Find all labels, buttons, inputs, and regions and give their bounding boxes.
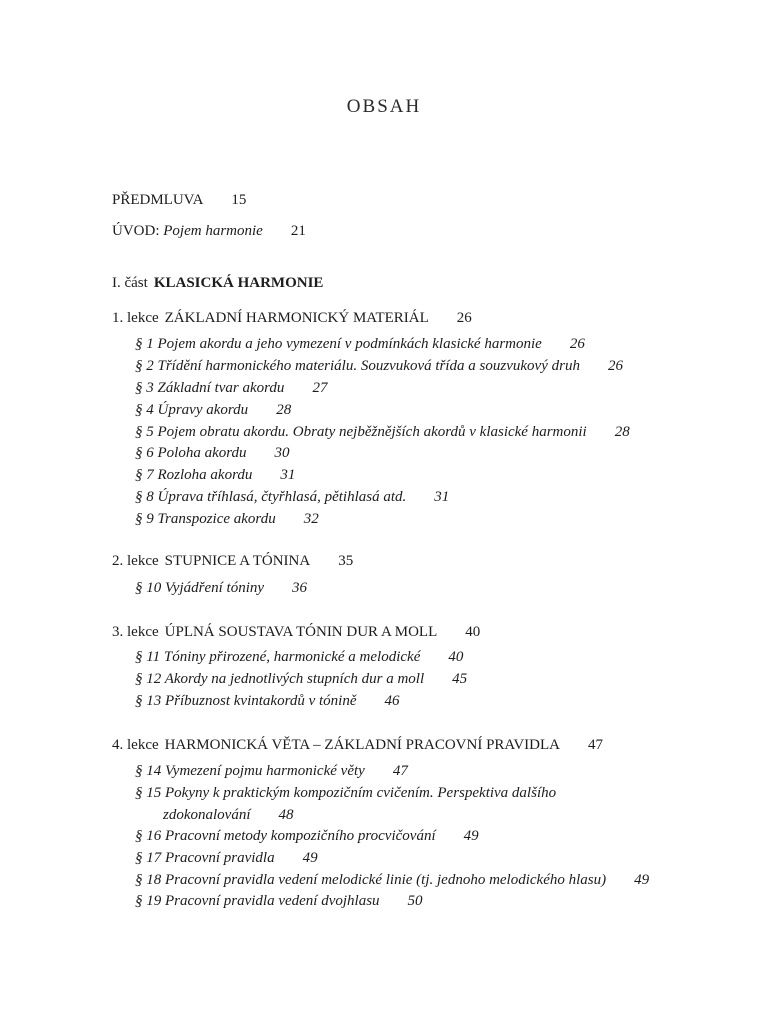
toc-section: § 8 Úprava tříhlasá, čtyřhlasá, pětihlasá atd. 31 [135,489,450,505]
toc-section-continuation: zdokonalování 48 [163,807,294,823]
lesson-label: 4. lekce [112,737,159,753]
lesson-heading [112,623,480,641]
page-title: OBSAH [346,96,422,117]
page-number: 40 [465,624,481,640]
entry-label: PŘEDMLUVA [112,192,204,208]
toc-section: § 16 Pracovní metody kompozičního procvičování 49 [135,828,479,844]
page-number: 45 [452,671,468,687]
toc-entry-uvod [112,222,306,240]
entry-subtitle: Pojem harmonie [163,223,263,239]
lesson-label: 3. lekce [112,624,159,640]
page-number: 27 [312,380,328,396]
toc-section: § 19 Pracovní pravidla vedení dvojhlasu 50 [135,893,423,909]
toc-section: § 3 Základní tvar akordu 27 [135,380,328,396]
page-number: 35 [338,553,354,569]
toc-section: § 17 Pracovní pravidla 49 [135,850,318,866]
lesson-label: 1. lekce [112,310,159,326]
page-number: 26 [456,310,472,326]
part-label: I. část [112,275,148,291]
toc-section: § 1 Pojem akordu a jeho vymezení v podmínkách klasické harmonie 26 [135,336,585,352]
lesson-label: 2. lekce [112,553,159,569]
page-number: 50 [407,893,423,909]
page-number: 46 [384,693,400,709]
toc-section: § 5 Pojem obratu akordu. Obraty nejběžnějších akordů v klasické harmonii 28 [135,424,630,440]
entry-label: ÚVOD: [112,223,160,239]
page-number: 31 [434,489,450,505]
lesson-title: ZÁKLADNÍ HARMONICKÝ MATERIÁL [164,310,429,326]
page-number: 15 [231,192,247,208]
toc-entry-predmluva [112,191,246,209]
page-number: 21 [290,223,306,239]
toc-section: § 7 Rozloha akordu 31 [135,467,296,483]
toc-section: § 9 Transpozice akordu 32 [135,511,319,527]
lesson-heading [112,552,353,570]
lesson-title: ÚPLNÁ SOUSTAVA TÓNIN DUR A MOLL [164,624,438,640]
page-number: 36 [292,580,308,596]
toc-section: § 14 Vymezení pojmu harmonické věty 47 [135,763,408,779]
page-number: 47 [587,737,603,753]
page-number: 32 [303,511,319,527]
toc-section: § 18 Pracovní pravidla vedení melodické linie (tj. jednoho melodického hlasu) 49 [135,872,650,888]
page-number: 26 [607,358,623,374]
lesson-heading [112,736,603,754]
page-number: 48 [278,807,294,823]
toc-section: § 2 Třídění harmonického materiálu. Souzvuková třída a souzvukový druh 26 [135,358,623,374]
part-title: KLASICKÁ HARMONIE [153,275,324,291]
page-number: 40 [448,649,464,665]
page-number: 30 [274,445,290,461]
page-number: 26 [569,336,585,352]
toc-section: § 11 Tóniny přirozené, harmonické a melodické 40 [135,649,464,665]
toc-section: § 13 Příbuznost kvintakordů v tónině 46 [135,693,400,709]
toc-section: § 6 Poloha akordu 30 [135,445,290,461]
lesson-title: STUPNICE A TÓNINA [164,553,311,569]
lesson-title: HARMONICKÁ VĚTA – ZÁKLADNÍ PRACOVNÍ PRAVIDLA [164,737,560,753]
page-number: 31 [280,467,296,483]
part-heading [112,274,323,292]
toc-section: § 15 Pokyny k praktickým kompozičním cvičením. Perspektiva dalšího [135,785,557,801]
page-number: 49 [634,872,650,888]
page-number: 47 [392,763,408,779]
page-number: 49 [463,828,479,844]
page-number: 28 [276,402,292,418]
toc-section: § 12 Akordy na jednotlivých stupních dur a moll 45 [135,671,468,687]
toc-section: § 10 Vyjádření tóniny 36 [135,580,308,596]
lesson-heading [112,309,472,327]
page-number: 49 [302,850,318,866]
page-number: 28 [614,424,630,440]
toc-section: § 4 Úpravy akordu 28 [135,402,292,418]
